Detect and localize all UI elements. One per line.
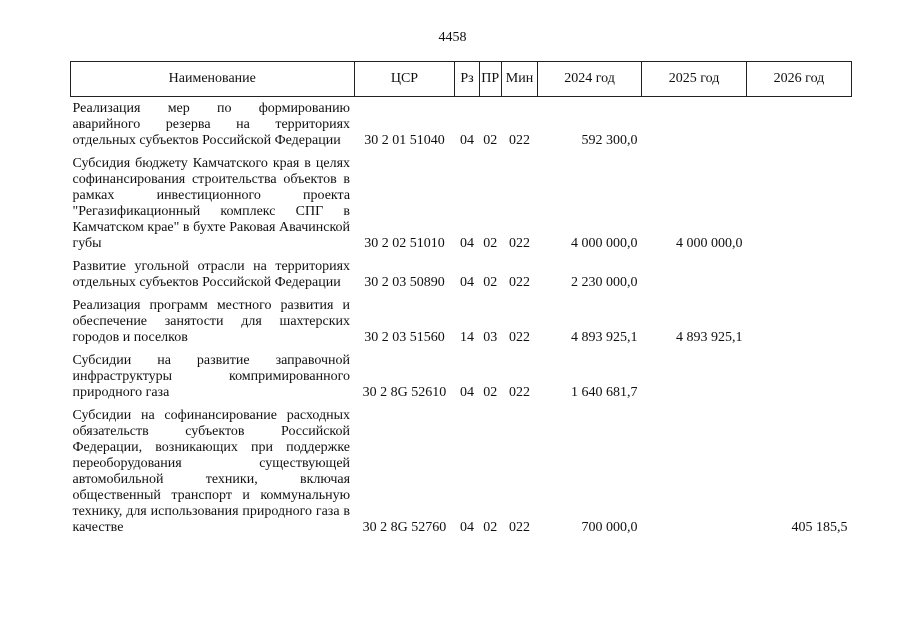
header-2024: 2024 год [538,62,642,97]
row-pr: 02 [483,236,498,251]
row-csr: 30 2 8G 52760 [362,520,447,535]
row-rz: 04 [460,275,475,290]
row-2026 [746,152,851,255]
row-csr: 30 2 03 51560 [364,330,445,345]
header-min: Мин [501,62,537,97]
row-2024: 700 000,0 [581,520,638,535]
row-2024: 4 893 925,1 [571,330,638,345]
table-row [71,404,852,539]
row-min: 022 [508,133,530,148]
row-2025: 4 893 925,1 [675,330,743,345]
row-name: Реализация программ местного развития и обеспечение занятости для шахтерских городов и поселков [72,298,351,345]
row-name: Субсидии на развитие заправочной инфраструктуры компримированного природного газа [72,353,351,400]
row-rz: 14 [460,330,475,345]
row-name: Субсидии на софинансирование расходных обязательств субъектов Российской Федерации, возникающих при поддержке переоборудования существующей автомобильной техники, включая общественный транспорт и коммунальную технику, для использования природного газа в качестве [72,408,351,535]
header-name: Наименование [71,62,355,97]
budget-table [70,61,852,539]
header-2026: 2026 год [746,62,851,97]
row-min: 022 [508,520,530,535]
row-2025 [642,97,747,153]
row-min: 022 [508,275,530,290]
row-pr: 02 [483,385,498,400]
row-rz: 04 [460,133,475,148]
row-2025 [642,349,747,404]
row-min: 022 [508,236,530,251]
row-min: 022 [508,330,530,345]
row-2024: 4 000 000,0 [571,236,638,251]
row-name: Субсидия бюджету Камчатского края в целях софинансирования строительства объектов в рамках инвестиционного проекта "Регазификационный комплекс СПГ в Камчатском крае" в бухте Раковая Авачинской губы [72,156,351,251]
row-pr: 02 [483,275,498,290]
row-2024: 592 300,0 [581,133,638,148]
table-row [71,349,852,404]
row-pr: 02 [483,520,498,535]
header-csr: ЦСР [354,62,455,97]
row-min: 022 [508,385,530,400]
row-2024: 2 230 000,0 [571,275,638,290]
row-rz: 04 [460,236,475,251]
row-rz: 04 [460,385,475,400]
header-pr: ПР [479,62,501,97]
page-number: 4458 [438,30,467,45]
row-csr: 30 2 03 50890 [364,275,445,290]
row-2025: 4 000 000,0 [675,236,743,251]
table-row [71,97,852,153]
row-csr: 30 2 02 51010 [364,236,445,251]
row-2026 [746,97,851,153]
row-2026 [746,255,851,294]
row-2025 [642,404,747,539]
row-name: Реализация мер по формированию аварийного резерва на территориях отдельных субъектов Российской Федерации [72,101,351,148]
table-row [71,152,852,255]
header-2025: 2025 год [642,62,747,97]
row-rz: 04 [460,520,475,535]
row-2026 [746,294,851,349]
table-header-row [71,62,852,97]
row-csr: 30 2 8G 52610 [362,385,447,400]
row-2024: 1 640 681,7 [571,385,638,400]
row-2026: 405 185,5 [791,520,848,535]
row-csr: 30 2 01 51040 [364,133,445,148]
row-pr: 03 [483,330,498,345]
table-row [71,294,852,349]
row-2026 [746,349,851,404]
row-2025 [642,255,747,294]
row-pr: 02 [483,133,498,148]
header-rz: Рз [455,62,479,97]
row-name: Развитие угольной отрасли на территориях отдельных субъектов Российской Федерации [72,259,351,290]
table-row [71,255,852,294]
